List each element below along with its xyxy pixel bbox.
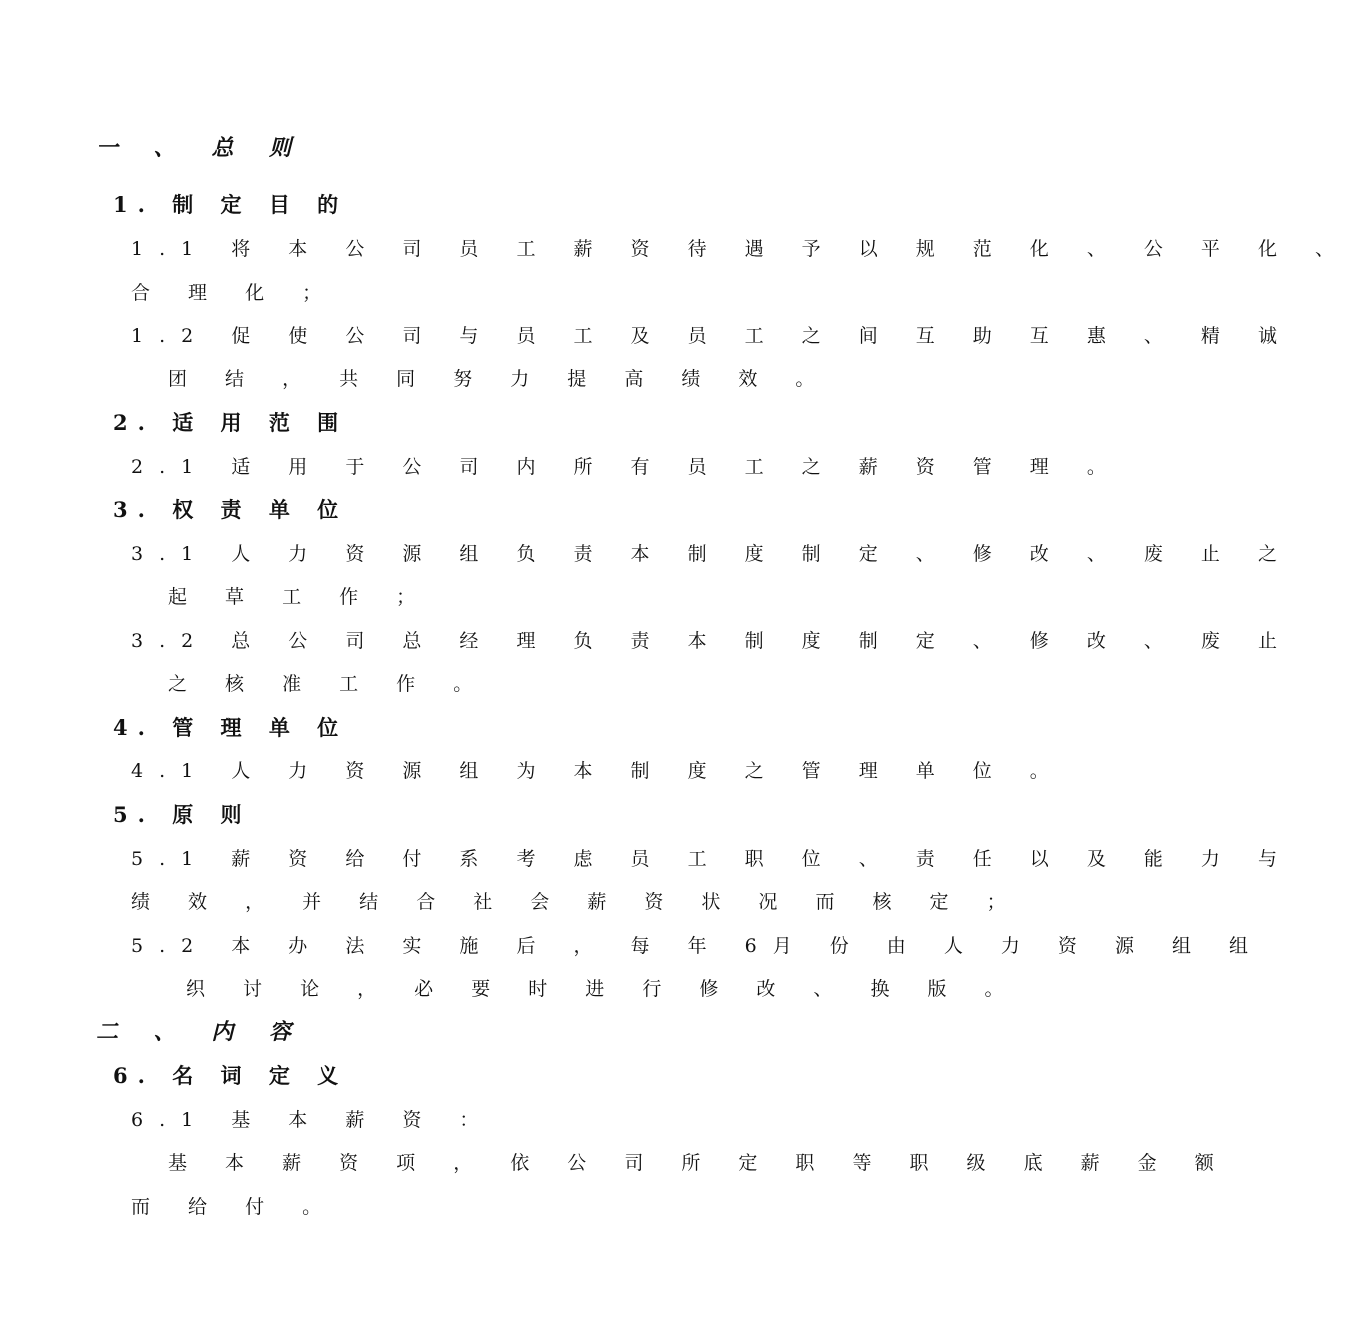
item-title-responsibility: 3. 权 责 单 位 — [113, 497, 349, 522]
clause-1-1-cont: 合 理 化 ； — [131, 282, 338, 304]
clause-6-1: 6.1 基 本 薪 资 ： — [131, 1109, 495, 1131]
item-title-management: 4. 管 理 单 位 — [113, 715, 349, 740]
section-heading-general: 一 、 总 则 — [96, 135, 305, 161]
item-title-principle: 5. 原 则 — [113, 802, 252, 827]
clause-6-1-body-cont: 而 给 付 。 — [131, 1196, 338, 1218]
clause-3-1-cont: 起 草 工 作 ； — [168, 586, 432, 608]
clause-6-1-body: 基 本 薪 资 项 ， 依 公 司 所 定 职 等 职 级 底 薪 金 额 — [168, 1152, 1230, 1174]
clause-5-2-cont: 织 讨 论 ， 必 要 时 进 行 修 改 、 换 版 。 — [186, 978, 1020, 1000]
clause-3-1: 3.1 人 力 资 源 组 负 责 本 制 度 制 定 、 修 改 、 废 止 之 — [131, 543, 1293, 565]
clause-5-1: 5.1 薪 资 给 付 系 考 虑 员 工 职 位 、 责 任 以 及 能 力 与 — [131, 848, 1293, 870]
clause-3-2: 3.2 总 公 司 总 经 理 负 责 本 制 度 制 定 、 修 改 、 废 止 — [131, 630, 1293, 652]
clause-5-1-cont: 绩 效 ， 并 结 合 社 会 薪 资 状 况 而 核 定 ； — [131, 891, 1022, 913]
clause-1-2: 1.2 促 使 公 司 与 员 工 及 员 工 之 间 互 助 互 惠 、 精 诚 — [131, 325, 1293, 347]
clause-5-2: 5.2 本 办 法 实 施 后 ， 每 年 6月 份 由 人 力 资 源 组 组 — [131, 935, 1265, 957]
item-title-definitions: 6. 名 词 定 义 — [113, 1063, 349, 1088]
item-title-purpose: 1. 制 定 目 的 — [113, 192, 349, 217]
section-heading-content: 二 、 内 容 — [96, 1019, 305, 1045]
clause-1-1: 1.1 将 本 公 司 员 工 薪 资 待 遇 予 以 规 范 化 、 公 平 化 、 — [131, 238, 1350, 260]
clause-1-2-cont: 团 结 ， 共 同 努 力 提 高 绩 效 。 — [168, 368, 831, 390]
item-title-scope: 2. 适 用 范 围 — [113, 410, 349, 435]
clause-2-1: 2.1 适 用 于 公 司 内 所 有 员 工 之 薪 资 管 理 。 — [131, 456, 1122, 478]
clause-3-2-cont: 之 核 准 工 作 。 — [168, 673, 489, 695]
clause-4-1: 4.1 人 力 资 源 组 为 本 制 度 之 管 理 单 位 。 — [131, 760, 1065, 782]
